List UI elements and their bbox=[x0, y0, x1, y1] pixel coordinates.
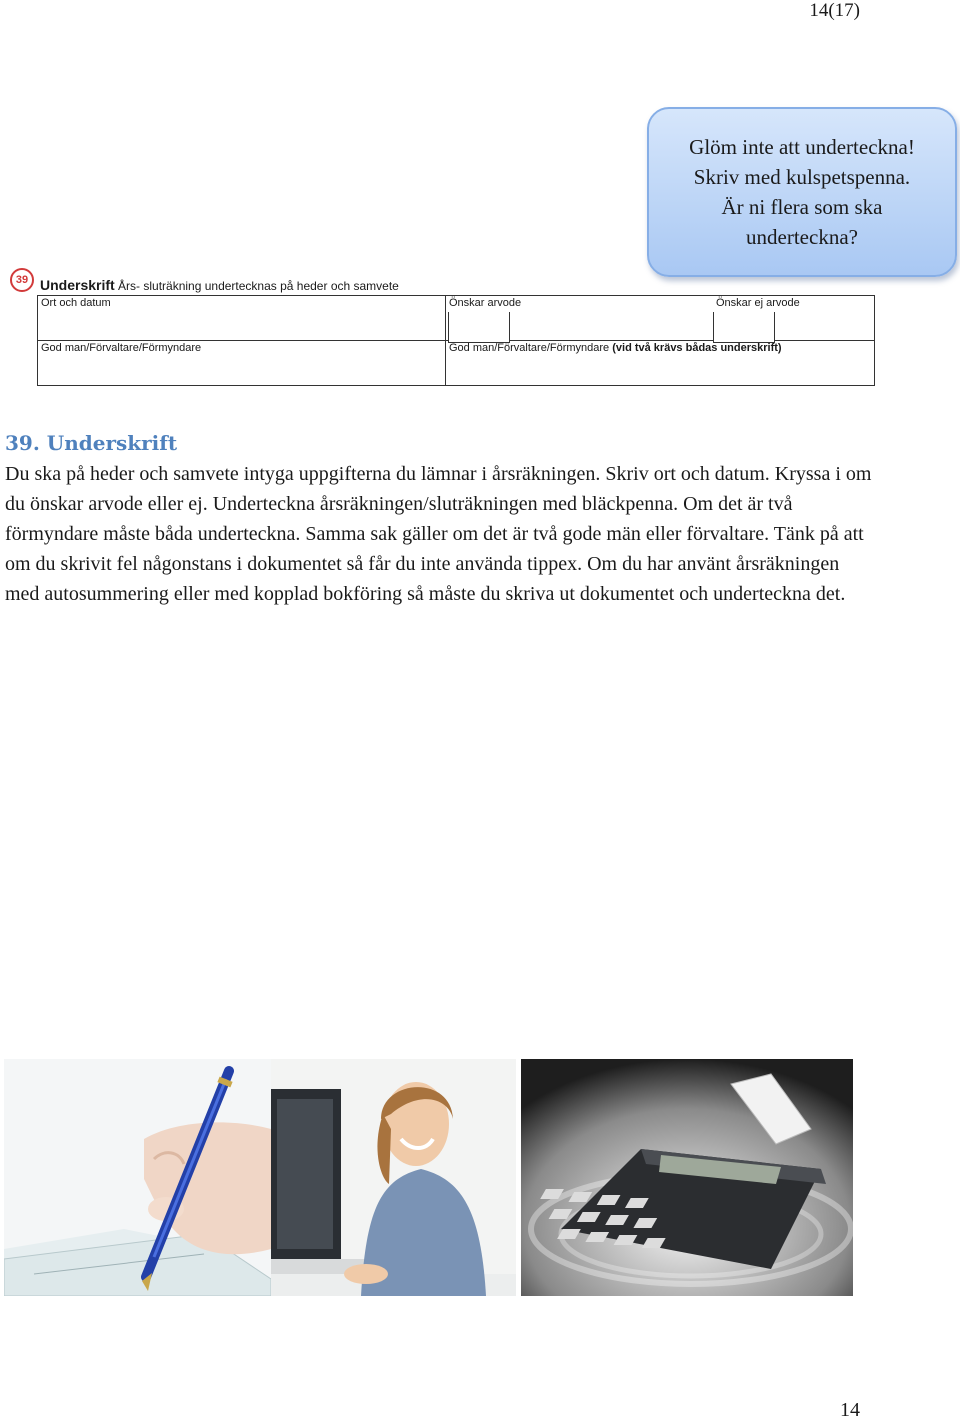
calculator-illustration bbox=[521, 1059, 853, 1296]
section-heading: 39. Underskrift bbox=[5, 431, 178, 455]
woman-at-computer-illustration bbox=[271, 1059, 516, 1296]
field-label-guardian-left: God man/Förvaltare/Förmyndare bbox=[41, 342, 202, 354]
photo-calculator bbox=[521, 1059, 853, 1296]
reminder-callout bbox=[647, 107, 957, 277]
field-label-guardian-note: (vid två krävs bådas underskrift) bbox=[612, 342, 782, 354]
form-box bbox=[37, 295, 875, 386]
field-label-guardian-right-text: God man/Förvaltare/Förmyndare bbox=[449, 342, 610, 354]
field-label-place-date: Ort och datum bbox=[41, 297, 111, 309]
callout-line-3: Är ni flera som ska bbox=[721, 195, 883, 219]
callout-line-4: underteckna? bbox=[746, 225, 858, 249]
form-title-rest: Års- sluträkning undertecknas på heder och samvete bbox=[118, 279, 399, 293]
section-number-badge: 39 bbox=[10, 268, 34, 292]
section-body: Du ska på heder och samvete intyga uppgifterna du lämnar i årsräkningen. Skriv ort och datum. Kryssa i om du önskar arvode eller ej. Underteckna årsräkningen/sluträkningen med bläckpenna. Om det är två förmyndare måste båda underteckna. Samma sak gäller om det är två gode män eller förvaltare. Tänk på att om du skrivit fel någonstans i dokumentet så får du inte använda tippex. Om du har använt årsräkningen med autosummering eller med kopplad bokföring så måste du skriva ut dokumentet och underteckna det. bbox=[5, 463, 872, 605]
form-title bbox=[40, 277, 399, 293]
callout-line-1: Glöm inte att underteckna! bbox=[689, 135, 915, 159]
checkbox-want-fee bbox=[448, 312, 510, 343]
checkbox-no-fee bbox=[713, 312, 775, 343]
page-counter: 14(17) bbox=[809, 0, 860, 21]
field-label-no-fee: Önskar ej arvode bbox=[716, 297, 800, 309]
section-39 bbox=[5, 431, 875, 609]
form-title-bold: Underskrift bbox=[40, 277, 115, 293]
photo-woman-at-computer bbox=[271, 1059, 516, 1296]
field-label-guardian-right bbox=[449, 342, 782, 354]
hand-signing-illustration bbox=[4, 1059, 271, 1296]
callout-line-2: Skriv med kulspetspenna. bbox=[693, 165, 911, 189]
photo-hand-signing bbox=[4, 1059, 271, 1296]
field-label-want-fee: Önskar arvode bbox=[449, 297, 522, 309]
signature-form-excerpt bbox=[8, 266, 878, 390]
page-number: 14 bbox=[840, 1399, 860, 1421]
